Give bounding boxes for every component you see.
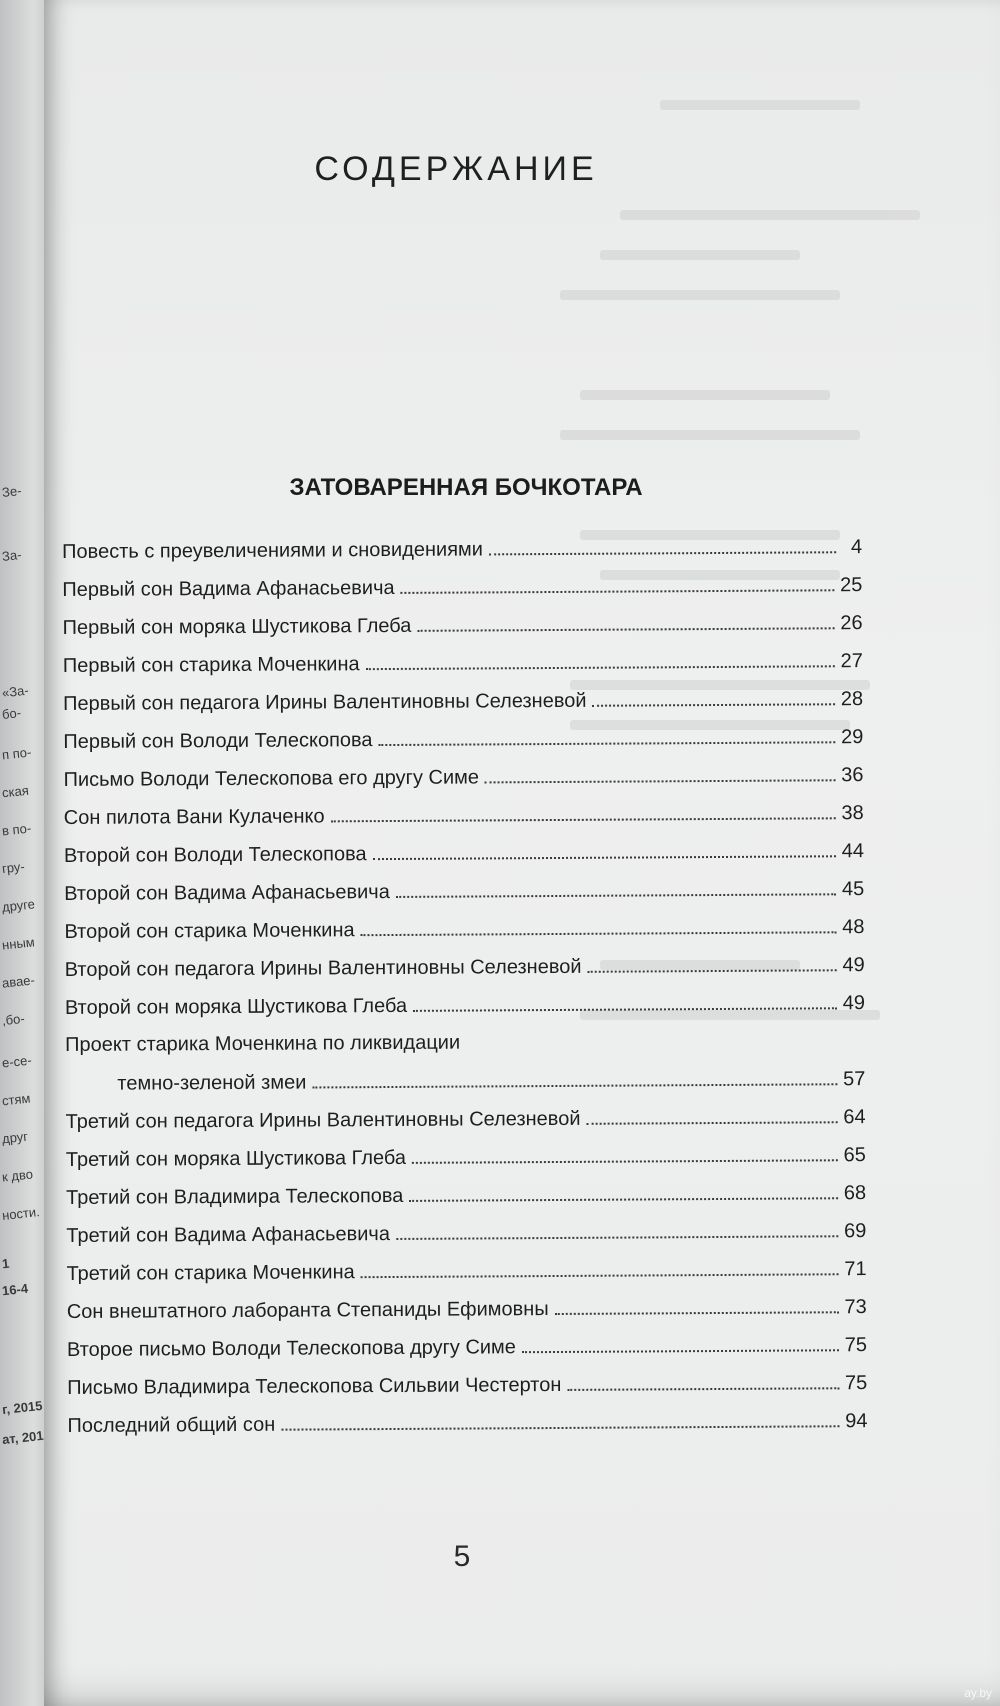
dot-leader — [379, 741, 836, 746]
toc-entry — [65, 1095, 865, 1138]
dot-leader — [281, 1425, 839, 1430]
dot-leader — [396, 1235, 838, 1240]
toc-entry-title: Третий сон педагога Ирины Валентиновны Селезневой — [65, 1107, 581, 1133]
toc-entry-page: 75 — [844, 1334, 868, 1357]
dot-leader — [412, 1159, 838, 1164]
left-page-fragment: стям — [1, 1090, 32, 1109]
toc-entry — [67, 1399, 867, 1442]
toc-entry-page: 29 — [840, 726, 864, 749]
left-page-fragment: ская — [1, 782, 30, 801]
toc-entry-page: 94 — [845, 1410, 868, 1433]
left-page-fragment: ности. — [1, 1204, 41, 1223]
toc-entry — [62, 563, 862, 606]
toc-entry-title: Повесть с преувеличениями и сновидениями — [62, 538, 483, 563]
toc-entry — [63, 753, 863, 796]
page-number: 5 — [453, 1540, 471, 1573]
toc-entry-leader-row — [64, 916, 864, 944]
left-page-fragment: За- — [1, 547, 23, 564]
left-page-fragment: 16-4 — [1, 1280, 29, 1299]
toc-entry-page: 68 — [843, 1182, 867, 1205]
toc-entry — [65, 1019, 865, 1100]
toc-entry-leader-row — [64, 840, 864, 868]
dot-leader — [593, 703, 835, 706]
left-page-fragment: бо- — [1, 705, 22, 722]
left-page-fragment: друг — [1, 1128, 29, 1147]
toc-entry-leader-row — [67, 1372, 867, 1400]
toc-entry-title: Второй сон моряка Шустикова Глеба — [64, 994, 408, 1019]
toc-entry-page: 65 — [843, 1144, 866, 1167]
dot-leader — [522, 1349, 839, 1353]
toc-entry-leader-row — [67, 1410, 867, 1438]
dot-leader — [567, 1387, 839, 1391]
toc-entry-page: 57 — [843, 1068, 866, 1091]
toc-entry-title: Второй сон педагога Ирины Валентиновны Селезневой — [64, 955, 582, 981]
toc-entry-title: Сон пилота Вани Кулаченко — [63, 805, 325, 829]
dot-leader — [413, 1007, 837, 1012]
toc-entry-title: Последний общий сон — [67, 1413, 276, 1437]
toc-entry-title-line: Проект старика Моченкина по ликвидации — [65, 1031, 461, 1056]
toc-entry-title: Третий сон старика Моченкина — [66, 1261, 355, 1285]
dot-leader — [409, 1197, 837, 1202]
toc-entry-page: 75 — [844, 1372, 868, 1395]
left-page-fragment: друге — [1, 896, 36, 915]
toc-entry-page: 44 — [841, 840, 865, 863]
toc-entry-leader-row — [66, 1258, 866, 1286]
toc-entry-title: Первый сон старика Моченкина — [62, 653, 360, 677]
toc-entry-title: темно-зеленой змеи — [117, 1071, 307, 1095]
toc-entry-title: Письмо Владимира Телескопова Сильвии Честертон — [67, 1373, 562, 1399]
toc-entry-leader-row — [65, 992, 865, 1020]
left-page-fragment: г, 2015 — [1, 1397, 44, 1418]
toc-entry — [64, 867, 864, 910]
toc-entry — [67, 1323, 867, 1366]
left-page-edge — [0, 0, 48, 1706]
dot-leader — [555, 1311, 839, 1315]
toc-entry-page: 49 — [842, 992, 865, 1015]
dot-leader — [312, 1083, 837, 1088]
dot-leader — [373, 855, 836, 860]
toc-entry-leader-row — [67, 1334, 867, 1362]
toc-entry-page: 38 — [841, 802, 864, 825]
left-page-fragment: аваe- — [1, 972, 36, 991]
toc-entry — [62, 525, 862, 568]
toc-entry-page: 64 — [843, 1106, 866, 1129]
toc-entry-title: Второй сон старика Моченкина — [64, 919, 355, 943]
dot-leader — [588, 969, 837, 973]
toc-entry-leader-row — [67, 1296, 867, 1324]
toc-entry-leader-row — [63, 612, 863, 640]
toc-entry-title: Первый сон педагога Ирины Валентиновны Селезневой — [62, 689, 587, 715]
toc-entry-title: Первый сон моряка Шустикова Глеба — [62, 614, 412, 639]
toc-entry-page: 36 — [841, 764, 864, 787]
left-page-fragment: «За- — [1, 682, 30, 701]
toc-entry-page: 26 — [840, 612, 863, 635]
left-page-fragment: е-се- — [1, 1052, 33, 1071]
toc-entry-title: Второй сон Вадима Афанасьевича — [64, 881, 390, 905]
left-page-fragment: нным — [1, 934, 36, 953]
dot-leader — [396, 893, 836, 898]
dot-leader — [586, 1121, 837, 1125]
toc-entry-page: 4 — [850, 536, 863, 559]
toc-entry-page: 69 — [843, 1220, 867, 1243]
toc-entry-title: Первый сон Вадима Афанасьевича — [62, 576, 395, 601]
toc-entry-page: 45 — [841, 878, 865, 901]
toc-entry-leader-row — [66, 1106, 866, 1134]
toc-entry-page: 48 — [842, 916, 865, 939]
left-page-fragment: в по- — [1, 820, 32, 839]
left-page-fragment: 1 — [1, 1255, 10, 1272]
toc-entry-leader-row — [64, 802, 864, 830]
section-title: ЗАТОВАРЕННАЯ БОЧКОТАРА — [289, 474, 643, 501]
toc-entry-page: 25 — [840, 574, 863, 597]
dot-leader — [361, 931, 837, 936]
left-page-fragment: ат, 201 — [1, 1427, 45, 1448]
left-page-fragment: Зе- — [1, 483, 23, 500]
toc-entry-leader-row — [63, 764, 863, 792]
dot-leader — [417, 627, 834, 632]
table-of-contents — [62, 525, 868, 1442]
toc-entry-title: Сон внештатного лаборанта Степаниды Ефимовны — [66, 1298, 549, 1323]
toc-entry-title: Третий сон Владимира Телескопова — [66, 1184, 404, 1209]
toc-entry-leader-row — [66, 1182, 866, 1210]
toc-entry-leader-row — [63, 650, 863, 678]
toc-entry-leader-row — [66, 1144, 866, 1172]
dot-leader — [485, 779, 835, 783]
toc-entry-leader-row — [65, 954, 865, 982]
toc-entry — [63, 677, 863, 720]
toc-entry — [66, 1209, 866, 1252]
toc-entry-leader-row — [66, 1220, 866, 1248]
toc-entry-title: Третий сон Вадима Афанасьевича — [66, 1223, 390, 1247]
left-page-fragment: ,бо- — [1, 1010, 26, 1029]
toc-entry-leader-row — [65, 1068, 865, 1096]
toc-entry-leader-row — [63, 688, 863, 716]
toc-entry — [63, 715, 863, 758]
toc-entry-title: Второй сон Володи Телескопова — [63, 843, 367, 867]
toc-entry-leader-row — [63, 726, 863, 754]
dot-leader — [489, 551, 836, 555]
toc-entry — [66, 1133, 866, 1176]
dot-leader — [401, 589, 835, 594]
toc-entry-leader-row — [64, 878, 864, 906]
toc-entry — [66, 1171, 866, 1214]
toc-entry-page: 27 — [840, 650, 863, 673]
toc-entry-page: 73 — [844, 1296, 867, 1319]
toc-entry-page: 28 — [840, 688, 864, 711]
toc-entry — [63, 639, 863, 682]
watermark: ay.by — [964, 1686, 992, 1700]
toc-entry — [64, 791, 864, 834]
left-page-fragment: п по- — [1, 744, 32, 763]
toc-entry — [65, 943, 865, 986]
left-page-fragment: к дво — [1, 1166, 34, 1185]
toc-entry-page: 49 — [842, 954, 865, 977]
toc-entry-page: 71 — [844, 1258, 867, 1281]
toc-entry-leader-row — [62, 536, 862, 564]
toc-entry — [64, 829, 864, 872]
page-title: СОДЕРЖАНИЕ — [314, 150, 598, 188]
toc-entry — [67, 1361, 867, 1404]
left-page-fragment: гру- — [1, 858, 26, 877]
toc-entry-title: Третий сон моряка Шустикова Глеба — [65, 1146, 407, 1171]
toc-entry-title: Первый сон Володи Телескопова — [63, 729, 373, 753]
toc-entry — [67, 1285, 867, 1328]
dot-leader — [366, 665, 835, 670]
toc-entry — [62, 601, 862, 644]
toc-entry — [66, 1247, 866, 1290]
toc-entry — [65, 981, 865, 1024]
toc-entry-leader-row — [62, 574, 862, 602]
dot-leader — [331, 817, 836, 822]
toc-entry-title: Письмо Володи Телескопова его другу Симе — [63, 766, 480, 791]
toc-entry-title: Второе письмо Володи Телескопова другу Симе — [66, 1336, 516, 1361]
toc-entry — [64, 905, 864, 948]
dot-leader — [361, 1273, 839, 1278]
